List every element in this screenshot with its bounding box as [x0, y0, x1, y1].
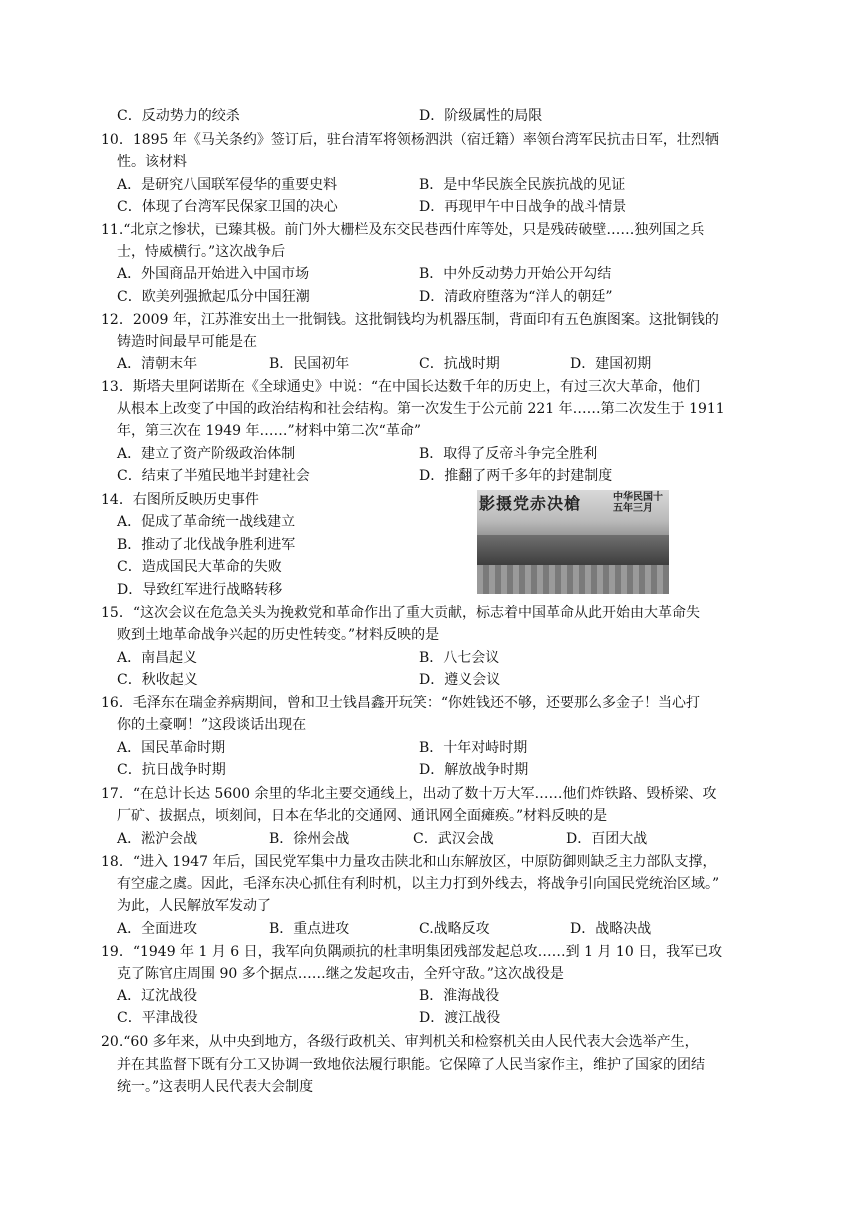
q15-option-b: B．八七会议 — [419, 650, 500, 666]
q18-stem-cont-2: 为此，人民解放军发动了 — [117, 898, 271, 914]
q11-option-c: C．欧美列强掀起瓜分中国狂潮 — [117, 289, 310, 305]
q12-stem: 12．2009 年，江苏淮安出土一批铜钱。这批铜钱均为机器压制，背面印有五色旗图案。这批铜钱的 — [101, 312, 719, 328]
q17-stem: 17．“在总计长达 5600 余里的华北主要交通线上，出动了数十万大军……他们炸铁路、毁桥梁、攻 — [101, 786, 717, 802]
q15-stem-cont: 败到土地革命战争兴起的历史性转变。”材料反映的是 — [117, 627, 440, 643]
q16-option-d: D．解放战争时期 — [419, 762, 529, 778]
q17-option-c: C．武汉会战 — [413, 831, 494, 847]
q16-stem: 16．毛泽东在瑞金养病期间，曾和卫士钱昌鑫开玩笑：“你姓钱还不够，还要那么多金子！当心打 — [101, 695, 700, 711]
q16-option-b: B．十年对峙时期 — [419, 740, 528, 756]
q11-option-b: B．中外反动势力开始公开勾结 — [419, 266, 612, 282]
q12-option-b: B．民国初年 — [269, 356, 350, 372]
q15-stem: 15．“这次会议在危急关头为挽救党和革命作出了重大贡献，标志着中国革命从此开始由大革命失 — [101, 605, 700, 621]
q16-option-a: A．国民革命时期 — [117, 740, 226, 756]
q13-option-b: B．取得了反帝斗争完全胜利 — [419, 446, 598, 462]
q10-option-b: B．是中华民族全民族抗战的见证 — [419, 177, 626, 193]
q17-stem-cont: 厂矿、拔据点，顷刻间，日本在华北的交通网、通讯网全面瘫痪。”材料反映的是 — [117, 808, 608, 824]
q19-option-c: C．平津战役 — [117, 1010, 198, 1026]
q19-option-a: A．辽沈战役 — [117, 988, 198, 1004]
q10-stem-cont: 性。该材料 — [117, 154, 187, 170]
q9-option-d: D．阶级属性的局限 — [419, 108, 543, 124]
q19-option-b: B．淮海战役 — [419, 988, 500, 1004]
q10-stem: 10．1895 年《马关条约》签订后，驻台清军将领杨泗洪（宿迁籍）率领台湾军民抗击日军，壮烈牺 — [101, 132, 719, 148]
q18-option-d: D．战略决战 — [570, 921, 652, 937]
q12-option-c: C．抗战时期 — [419, 356, 500, 372]
q16-option-c: C．抗日战争时期 — [117, 762, 226, 778]
q13-stem-cont-2: 年，第三次在 1949 年……”材料中第二次“革命” — [117, 423, 422, 439]
historical-photo — [477, 490, 669, 594]
q13-stem-cont-1: 从根本上改变了中国的政治结构和社会结构。第一次发生于公元前 221 年……第二次发生于 1911 — [117, 401, 725, 417]
q15-option-a: A．南昌起义 — [117, 650, 198, 666]
q9-option-c: C．反动势力的绞杀 — [117, 108, 240, 124]
q14-stem: 14．右图所反映历史事件 — [101, 492, 259, 508]
q16-stem-cont: 你的土豪啊！”这段谈话出现在 — [117, 717, 307, 733]
q20-stem: 20.“60 多年来，从中央到地方，各级行政机关、审判机关和检察机关由人民代表大会选举产生， — [101, 1034, 699, 1050]
q13-stem: 13．斯塔夫里阿诺斯在《全球通史》中说：“在中国长达数千年的历史上，有过三次大革命，他们 — [101, 379, 700, 395]
q13-option-d: D．推翻了两千多年的封建制度 — [419, 468, 613, 484]
q17-option-d: D．百团大战 — [566, 831, 648, 847]
q20-stem-cont-1: 并在其监督下既有分工又协调一致地依法履行职能。它保障了人民当家作主，维护了国家的团结 — [117, 1057, 705, 1073]
q19-option-d: D．渡江战役 — [419, 1010, 501, 1026]
q13-option-c: C．结束了半殖民地半封建社会 — [117, 468, 310, 484]
q12-option-d: D．建国初期 — [570, 356, 652, 372]
q18-stem-cont-1: 有空虚之虞。因此，毛泽东决心抓住有利时机，以主力打到外线去，将战争引向国民党统治区域。” — [117, 876, 720, 892]
photo-deck-shape — [477, 535, 669, 565]
q10-option-a: A．是研究八国联军侵华的重要史料 — [117, 177, 338, 193]
q11-option-a: A．外国商品开始进入中国市场 — [117, 266, 310, 282]
q14-option-b: B．推动了北伐战争胜利进军 — [117, 537, 296, 553]
q12-stem-cont: 铸造时间最早可能是在 — [117, 334, 257, 350]
q18-option-b: B．重点进攻 — [269, 921, 350, 937]
q11-stem-cont: 士，恃威横行。”这次战争后 — [117, 244, 286, 260]
q19-stem: 19．“1949 年 1 月 6 日，我军向负隅顽抗的杜聿明集团残部发起总攻……到 1 月 10 日，我军已攻 — [101, 944, 723, 960]
q17-option-a: A．淞沪会战 — [117, 831, 198, 847]
q10-option-d: D．再现甲午中日战争的战斗情景 — [419, 199, 627, 215]
q18-option-a: A．全面进攻 — [117, 921, 198, 937]
q11-option-d: D．清政府堕落为“洋人的朝廷” — [419, 289, 613, 305]
q20-stem-cont-2: 统一。”这表明人民代表大会制度 — [117, 1079, 314, 1095]
q14-option-c: C．造成国民大革命的失败 — [117, 559, 282, 575]
q10-option-c: C．体现了台湾军民保家卫国的决心 — [117, 199, 338, 215]
q12-option-a: A．清朝末年 — [117, 356, 198, 372]
photo-side-caption: 中华民国十五年三月 — [613, 492, 663, 514]
q15-option-c: C．秋收起义 — [117, 672, 198, 688]
q19-stem-cont: 克了陈官庄周围 90 多个据点……继之发起攻击，全歼守敌。”这次战役是 — [117, 966, 564, 982]
q11-stem: 11.“北京之惨状，已臻其极。前门外大栅栏及东交民巷西什库等处，只是残砖破壁……独列国之兵 — [101, 222, 705, 238]
q18-stem: 18．“进入 1947 年后，国民党军集中力量攻击陕北和山东解放区，中原防御则缺乏主力部队支撑， — [101, 854, 717, 870]
q13-option-a: A．建立了资产阶级政治体制 — [117, 446, 296, 462]
q14-option-d: D．导致红军进行战略转移 — [117, 582, 283, 598]
q17-option-b: B．徐州会战 — [269, 831, 350, 847]
photo-water-shape — [477, 565, 669, 594]
q14-option-a: A．促成了革命统一战线建立 — [117, 514, 296, 530]
photo-caption: 影摄党赤决槍 — [479, 494, 582, 513]
q18-option-c: C.战略反攻 — [419, 921, 490, 937]
q15-option-d: D．遵义会议 — [419, 672, 501, 688]
